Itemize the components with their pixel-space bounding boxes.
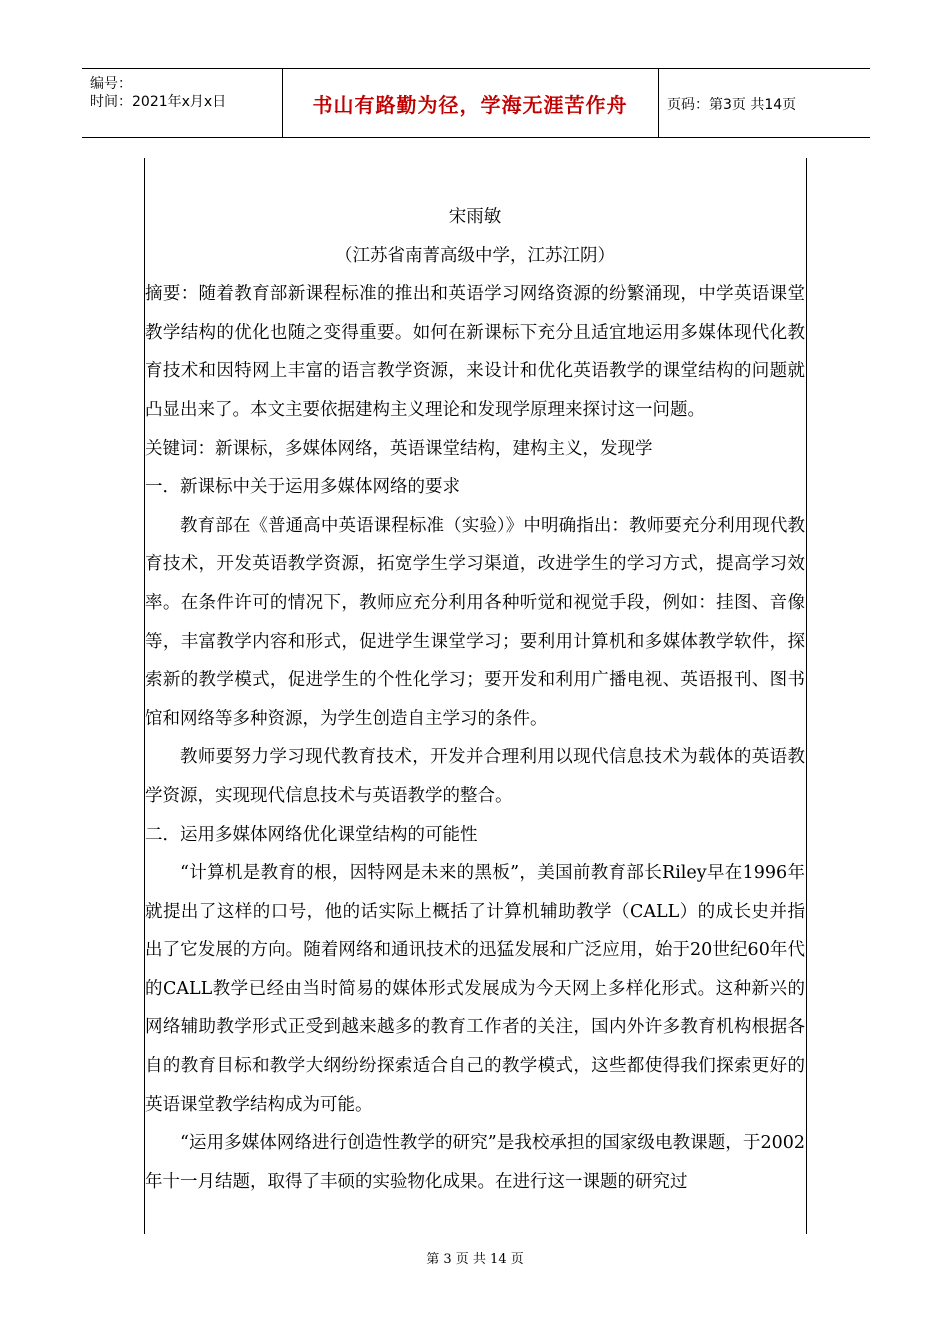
article-body: [145, 198, 805, 1201]
time-label: 时间：2021年x月x日: [90, 94, 227, 110]
section-2-paragraph: “运用多媒体网络进行创造性教学的研究”是我校承担的国家级电教课题，于2002年十一月结题，取得了丰硕的实验物化成果。在进行这一课题的研究过: [145, 1133, 805, 1192]
number-label: 编号：: [90, 76, 132, 92]
section-2-heading: 二．运用多媒体网络优化课堂结构的可能性: [145, 824, 478, 845]
header-table: [82, 68, 870, 138]
section-1-paragraph: 教育部在《普通高中英语课程标准（实验）》中明确指出：教师要充分利用现代教育技术，开发英语教学资源，拓宽学生学习渠道，改进学生的学习方式，提高学习效率。在条件许可的情况下，教师应充分利用各种听觉和视觉手段，例如：挂图、音像等，丰富教学内容和形式，促进学生课堂学习；要利用计算机和多媒体教学软件，探索新的教学模式，促进学生的个性化学习；要开发和利用广播电视、英语报刊、图书馆和网络等多种资源，为学生创造自主学习的条件。: [145, 515, 805, 729]
frame-right-border: [806, 158, 807, 1234]
motto: 书山有路勤为径，学海无涯苦作舟: [282, 69, 659, 137]
abstract: 摘要：随着教育部新课程标准的推出和英语学习网络资源的纷繁涌现，中学英语课堂教学结构的优化也随之变得重要。如何在新课标下充分且适宜地运用多媒体现代化教育技术和因特网上丰富的语言教学资源，来设计和优化英语教学的课堂结构的问题就凸显出来了。本文主要依据建构主义理论和发现学原理来探讨这一问题。: [145, 284, 805, 420]
header-info-cell: [82, 69, 283, 137]
keywords: 关键词：新课标，多媒体网络，英语课堂结构，建构主义，发现学: [145, 438, 653, 459]
page-footer: 第 3 页 共 14 页: [426, 1252, 524, 1267]
author-name: 宋雨敏: [448, 207, 502, 227]
section-1-heading: 一．新课标中关于运用多媒体网络的要求: [145, 477, 460, 498]
author-affiliation: （江苏省南菁高级中学，江苏江阴）: [335, 245, 615, 266]
page-code: 页码：第3页 共14页: [667, 97, 797, 113]
section-2-paragraph: “计算机是教育的根，因特网是未来的黑板”，美国前教育部长Riley早在1996年就提出了这样的口号，他的话实际上概括了计算机辅助教学（CALL）的成长史并指出了它发展的方向。随着网络和通讯技术的迅猛发展和广泛应用，始于20世纪60年代的CALL教学已经由当时简易的媒体形式发展成为今天网上多样化形式。这种新兴的网络辅助教学形式正受到越来越多的教育工作者的关注，国内外许多教育机构根据各自的教育目标和教学大纲纷纷探索适合自己的教学模式，这些都使得我们探索更好的英语课堂教学结构成为可能。: [145, 863, 805, 1115]
section-1-paragraph: 教师要努力学习现代教育技术，开发并合理利用以现代信息技术为载体的英语教学资源，实现现代信息技术与英语教学的整合。: [145, 747, 805, 806]
